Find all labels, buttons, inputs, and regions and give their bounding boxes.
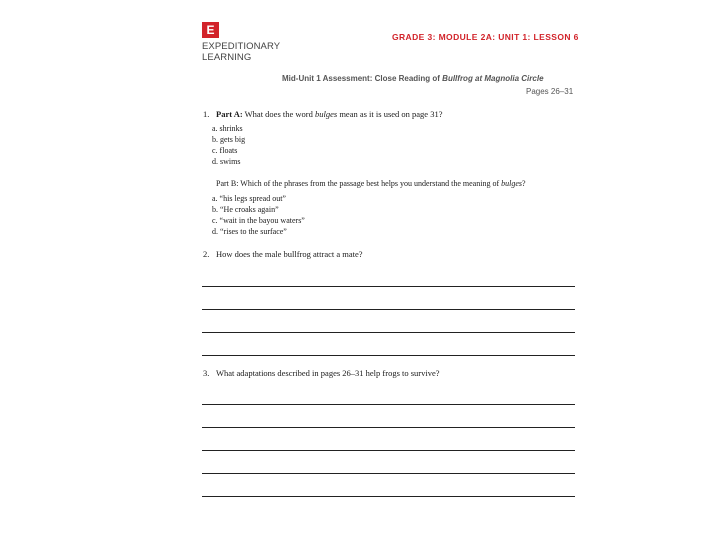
option: b. “He croaks again”	[212, 205, 279, 214]
answer-line[interactable]	[202, 286, 575, 287]
answer-line[interactable]	[202, 427, 575, 428]
part-b-word: bulges	[501, 179, 523, 188]
answer-line[interactable]	[202, 450, 575, 451]
question-number: 2.	[203, 249, 210, 259]
part-a-text-post: mean as it is used on page 31?	[337, 109, 443, 119]
page-range: Pages 26–31	[526, 87, 574, 96]
option: c. “wait in the bayou waters”	[212, 216, 305, 225]
answer-line[interactable]	[202, 309, 575, 310]
logo-line-1: EXPEDITIONARY	[202, 41, 281, 52]
question-text: What adaptations described in pages 26–31 help frogs to survive?	[216, 368, 440, 378]
book-title: Bullfrog at Magnolia Circle	[442, 74, 544, 83]
part-a-word: bulges	[314, 109, 338, 119]
question-text: How does the male bullfrog attract a mate?	[216, 249, 363, 259]
part-a-label: Part A:	[216, 109, 243, 119]
option: a. “his legs spread out”	[212, 194, 286, 203]
question-number: 1.	[203, 109, 210, 119]
grade-module-header: GRADE 3: MODULE 2A: UNIT 1: LESSON 6	[392, 32, 579, 42]
question-3	[203, 368, 440, 378]
answer-line[interactable]	[202, 473, 575, 474]
question-number: 3.	[203, 368, 210, 378]
option: a. shrinks	[212, 124, 243, 133]
logo-wordmark	[202, 41, 280, 63]
part-b-text-post: ?	[522, 179, 526, 188]
logo-line-2: LEARNING	[202, 52, 252, 63]
part-a-text-pre: What does the word	[242, 109, 315, 119]
logo-mark: E	[202, 22, 219, 38]
assessment-title-prefix: Mid-Unit 1 Assessment: Close Reading of	[282, 74, 443, 83]
option: d. swims	[212, 157, 241, 166]
answer-line[interactable]	[202, 404, 575, 405]
answer-line[interactable]	[202, 332, 575, 333]
question-1-part-b	[216, 179, 526, 188]
question-2	[203, 249, 363, 259]
assessment-title	[282, 74, 544, 83]
part-b-text-pre: Part B: Which of the phrases from the passage best helps you understand the meaning of	[216, 179, 502, 188]
question-1-part-a	[203, 109, 442, 119]
answer-line[interactable]	[202, 355, 575, 356]
answer-line[interactable]	[202, 496, 575, 497]
option: d. “rises to the surface”	[212, 227, 287, 236]
option: c. floats	[212, 146, 238, 155]
option: b. gets big	[212, 135, 246, 144]
